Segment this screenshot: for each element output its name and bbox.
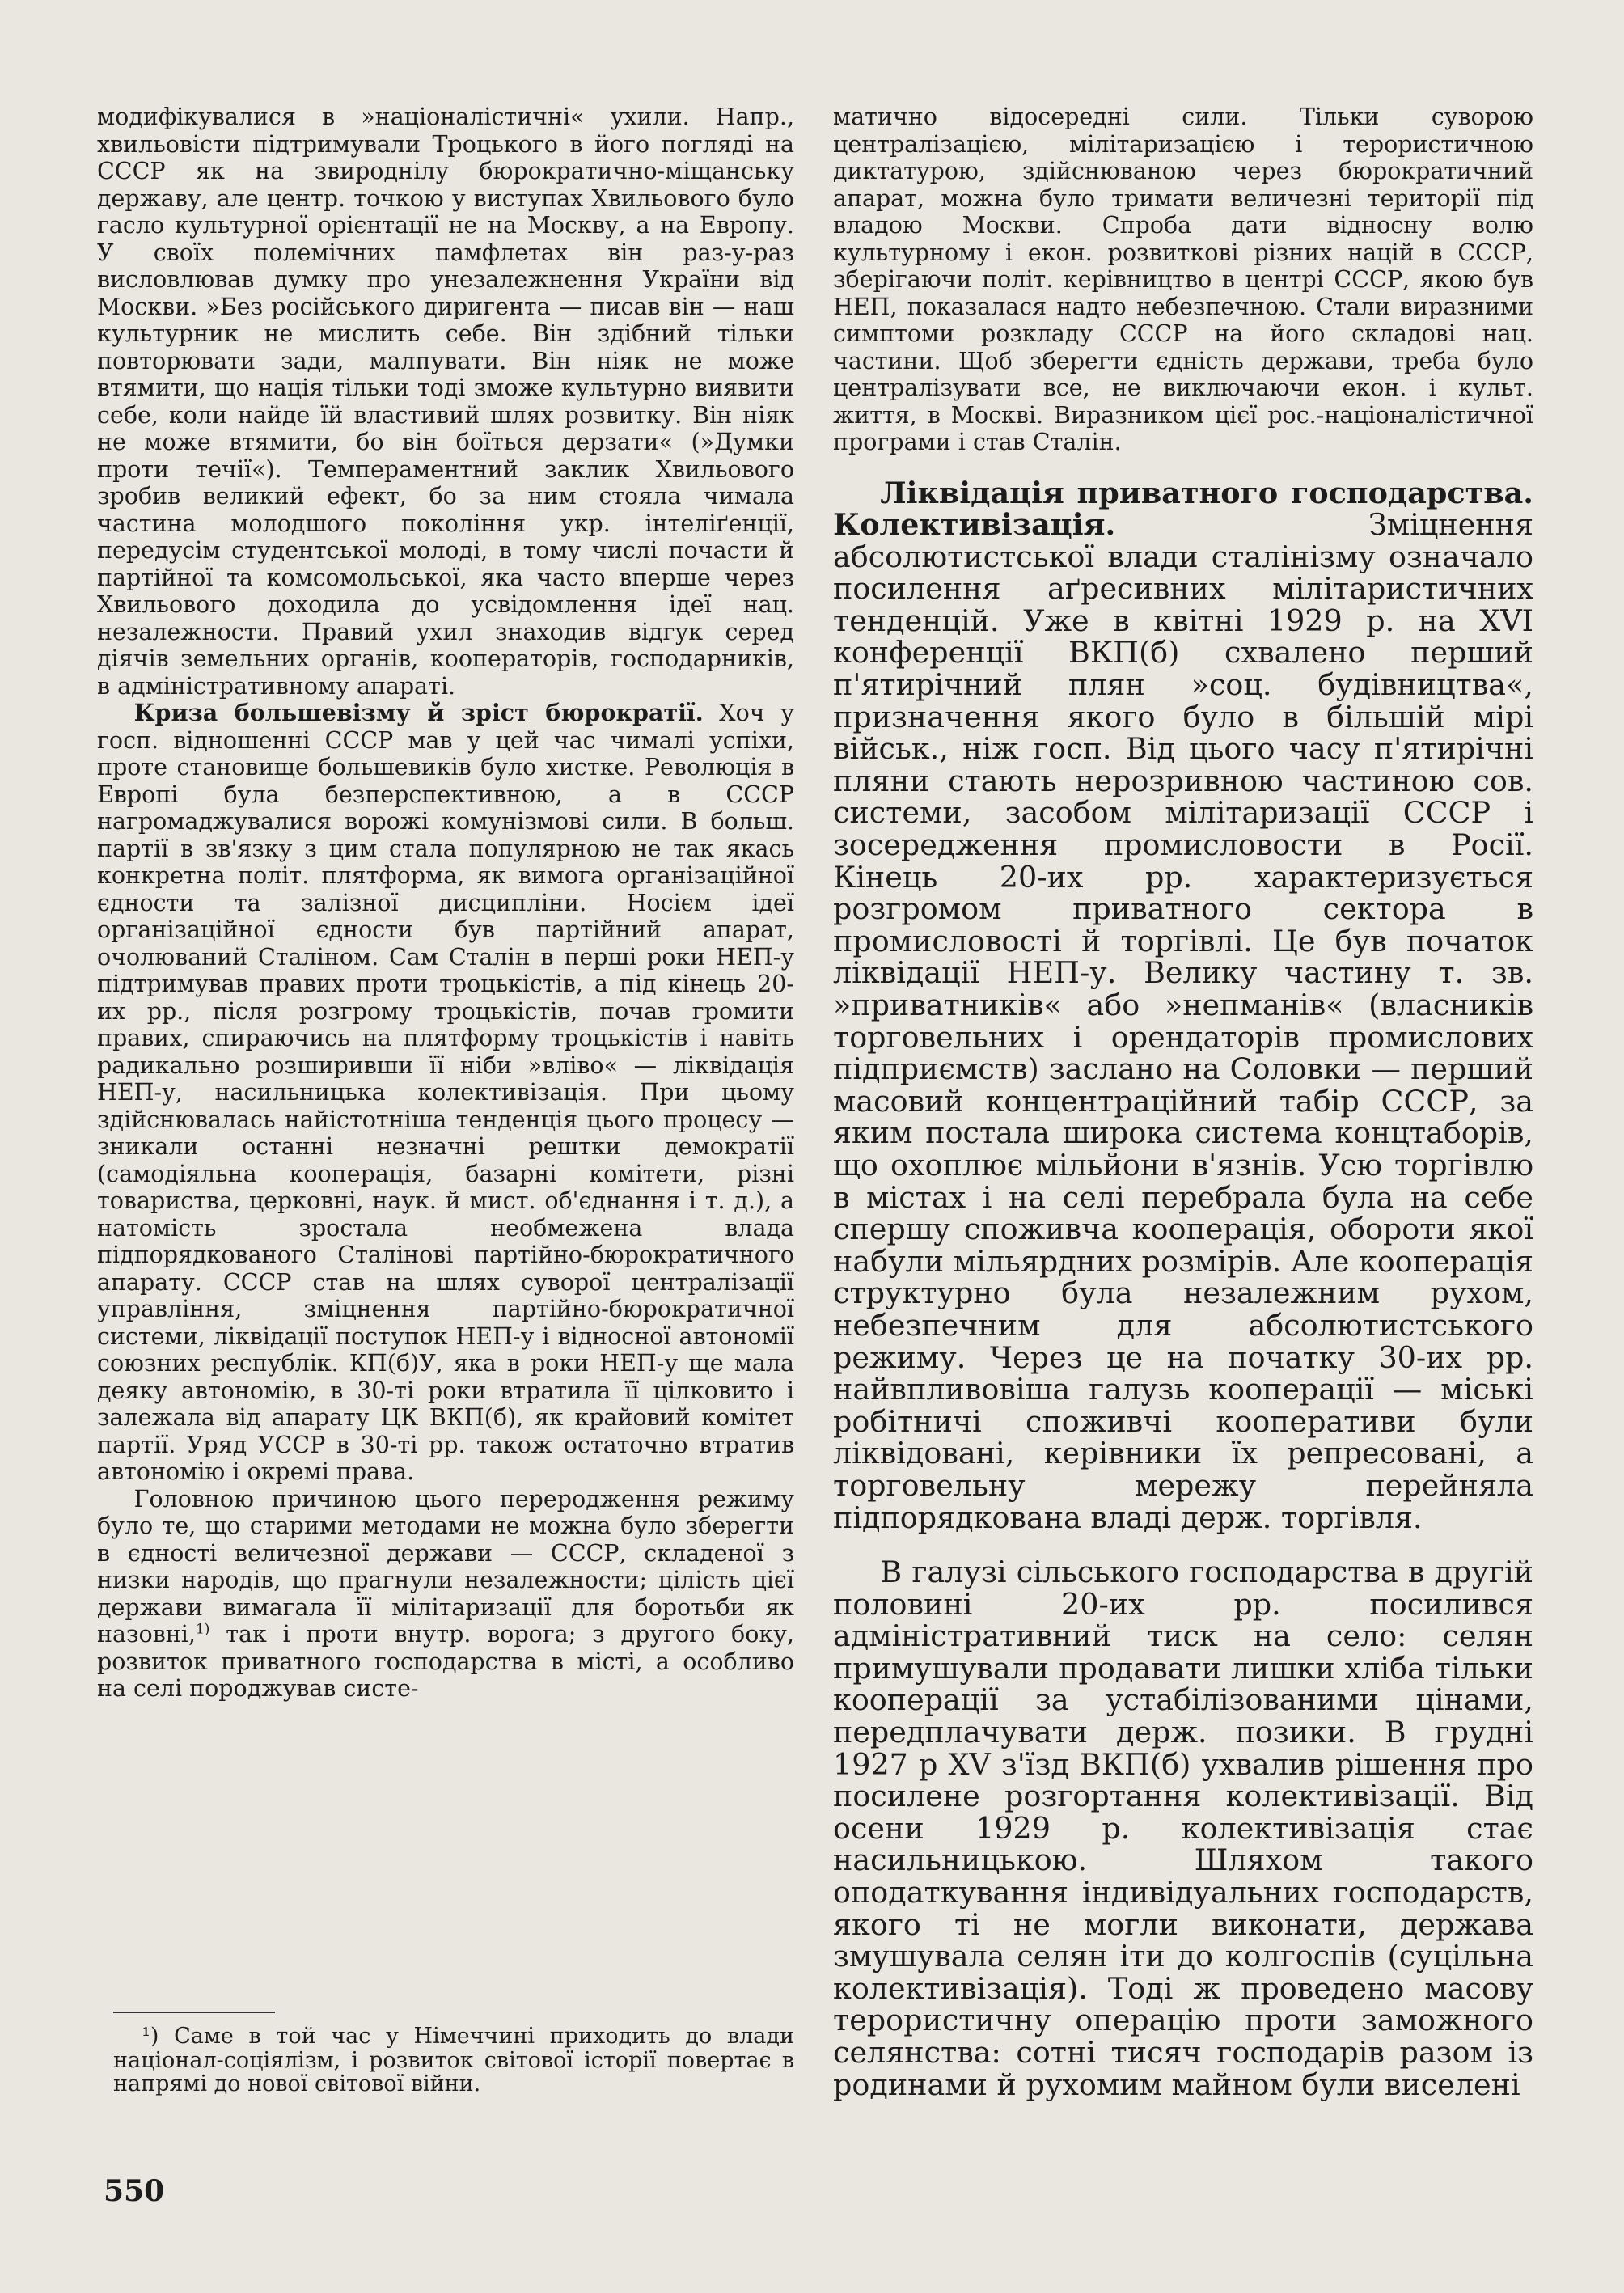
paragraph xyxy=(97,1486,794,1703)
footnote-divider xyxy=(113,2012,275,2013)
paragraph-text: так і проти внутр. ворога; з другого боку, розвиток приватного господарства в місті, а особливо на селі породжував систе- xyxy=(97,1621,794,1702)
paragraph: модифікувалися в »націоналістичні« ухили. Напр., хвильовісти підтримували Троцького в його погляді на СССР як на звироднілу бюрократично-міщанську державу, але центр. точкою у виступах Хвильового було гасло культурної орієнтації не на Москву, а на Европу. У своїх полемічних памфлетах він раз-у-раз висловлював думку про унезалежнення України від Москви. »Без російського диригента — писав він — наш культурник не мислить себе. Він здібний тільки повторювати зади, малпувати. Він ніяк не може втямити, що нація тільки тоді зможе культурно виявити себе, коли найде їй властивий шлях розвитку. Він ніяк не може втямити, бо він боїться дерзати« (»Думки проти течії«). Темпераментний заклик Хвильового зробив великий ефект, бо за ним стояла чимала частина молодшого покоління укр. інтеліґенції, передусім студентської молоді, в тому числі почасти й партійної та комсомольської, яка часто вперше через Хвильового доходила до усвідомлення ідеї нац. незалежности. Правий ухил знаходив відгук серед діячів земельних органів, кооператорів, господарників, в адміністративному апараті. xyxy=(97,104,794,700)
paragraph-text: Головною причиною цього переродження режиму було те, що старими методами не можна було зберегти в єдності величезної держави — СССР, складеної з низки народів, що прагнули незалежности; цілість цієї держави вимагала її мілітаризації для боротьби як назовні, xyxy=(97,1485,794,1648)
paragraph-text: Хоч у госп. відношенні СССР мав у цей час чималі успіхи, проте становище большевиків було хистке. Революція в Европі була безперспективною, а в СССР нагромаджувалися ворожі комунізмові сили. В больш. партії в зв'язку з цим стала популярною не так якась конкретна політ. плятформа, як вимога організаційної єдности та залізної дисципліни. Носієм ідеї організаційної єдности був партійний апарат, очолюваний Сталіном. Сам Сталін в перші роки НЕП-у підтримував правих проти троцькістів, а під кінець 20-их рр., після розгрому троцькістів, почав громити правих, спираючись на плятформу троцькістів і навіть радикально розширивши її ніби »вліво« — ліквідація НЕП-у, насильницька колективізація. При цьому здійснювалась найістотніша тенденція цього процесу — зникали останні незначні рештки демократії (самодіяльна кооперація, базарні комітети, різні товариства, церковні, наук. й мист. об'єднання і т. д.), а натомість зростала необмежена влада підпорядкованого Сталінові партійно-бюрократичного апарату. СССР став на шлях суворої централізації управління, зміцнення партійно-бюрократичної системи, ліквідації поступок НЕП-у і відносної автономії союзних республік. КП(б)У, яка в роки НЕП-у ще мала деяку автономію, в 30-ті роки втратила її цілковито і залежала від апарату ЦК ВКП(б), як крайовий комітет партії. Уряд УССР в 30-ті рр. також остаточно втратив автономію і окремі права. xyxy=(97,700,794,1485)
large-type-block xyxy=(833,477,1533,2101)
paragraph: В галузі сільського господарства в другій половині 20-их рр. посилився адміністративний тиск на село: селян примушували продавати лишки хліба тільки кооперації за устабілізованими цінами, передплачувати держ. позики. В грудні 1927 р XV з'їзд ВКП(б) ухвалив рішення про посилене розгортання колективізації. Від осени 1929 р. колективізація стає насильницькою. Шляхом такого оподаткування індивідуальних господарств, якого ті не могли виконати, держава змушувала селян іти до колгоспів (суцільна колективізація). Тоді ж проведено масову терористичну операцію проти заможного селянства: сотні тисяч господарів разом із родинами й рухомим майном були виселені xyxy=(833,1555,1533,2102)
paragraph xyxy=(833,477,1533,1534)
footnote: ¹) Саме в той час у Німеччині приходить до влади націонал-соціялізм, і розвиток світової історії повертає в напрямі до нової світової війни. xyxy=(113,2024,794,2096)
paragraph xyxy=(97,700,794,1486)
page-number: 550 xyxy=(104,2174,165,2208)
left-column xyxy=(97,104,794,1703)
paragraph: матично відосередні сили. Тільки суворою централізацією, мілітаризацією і терористичною диктатурою, здійснюваною через бюрократичний апарат, можна було тримати величезні території під владою Москви. Спроба дати відносну волю культурному і екон. розвиткові різних націй в СССР, зберігаючи політ. керівництво в центрі СССР, якою був НЕП, показалася надто небезпечною. Стали виразними симптоми розкладу СССР на його складові нац. частини. Щоб зберегти єдність держави, треба було централізувати все, не виключаючи екон. і культ. життя, в Москві. Виразником цієї рос.-націоналістичної програми і став Сталін. xyxy=(833,104,1533,455)
right-column xyxy=(833,104,1533,2101)
section-heading: Криза большевізму й зріст бюрократії. xyxy=(133,699,704,726)
footnote-marker: 1) xyxy=(195,1621,210,1638)
section-heading: Ліквідація приватного господарства. Колективізація. xyxy=(833,475,1533,543)
paragraph-text: Зміцнення абсолютистської влади сталінізму означало посилення аґресивних мілітаристичних тенденцій. Уже в квітні 1929 р. на XVI конференції ВКП(б) схвалено перший п'ятирічний плян »соц. будівництва«, призначення якого було в більшій мірі військ., ніж госп. Від цього часу п'ятирічні пляни стають нерозривною частиною сов. системи, засобом мілітаризації СССР і зосередження промисловости в Росії. Кінець 20-их рр. характеризується розгромом приватного сектора в промисловості й торгівлі. Це був початок ліквідації НЕП-у. Велику частину т. зв. »приватників« або »непманів« (власників торговельних і орендаторів промислових підприємств) заслано на Соловки — перший масовий концентраційний табір СССР, за яким постала широка система концтаборів, що охоплює мільйони в'язнів. Усю торгівлю в містах і на селі перебрала була на себе спершу споживча кооперація, обороти якої набули мільярдних розмірів. Але кооперація структурно була незалежним рухом, небезпечним для абсолютистського режиму. Через це на початку 30-их рр. найвпливовіша галузь кооперації — міські робітничі споживчі кооперативи були ліквідовані, керівники їх репресовані, а торговельну мережу перейняла підпорядкована владі держ. торгівля. xyxy=(833,507,1533,1535)
